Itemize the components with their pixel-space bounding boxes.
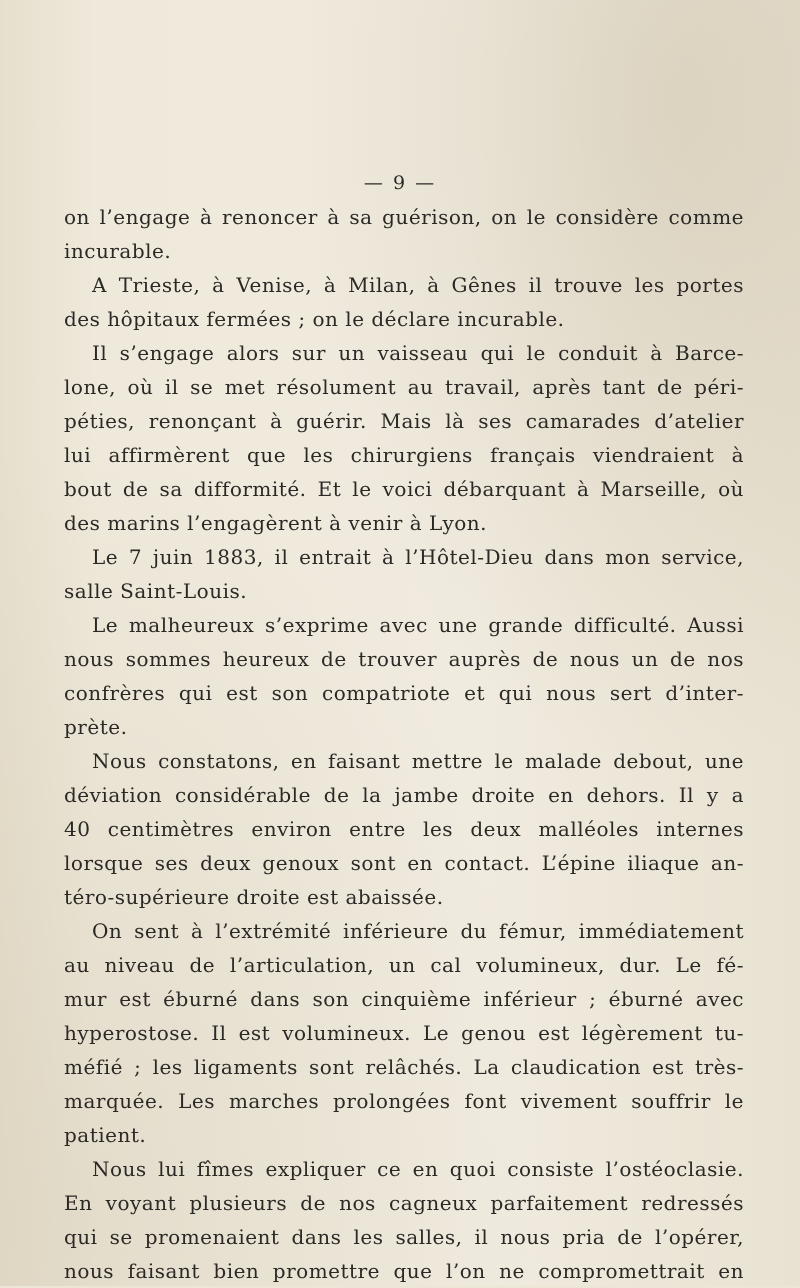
text-line: Le malheureux s’exprime avec une grande difficulté. Aussi <box>92 613 744 637</box>
text-line: méfié ; les ligaments sont relâchés. La claudication est très- <box>64 1055 744 1079</box>
text-line: qui se promenaient dans les salles, il nous pria de l’opérer, <box>64 1225 744 1249</box>
text-line: marquée. Les marches prolongées font vivement souffrir le <box>64 1089 744 1113</box>
text-line: des marins l’engagèrent à venir à Lyon. <box>64 511 488 535</box>
text-line: salle Saint-Louis. <box>64 579 248 603</box>
text-line: En voyant plusieurs de nos cagneux parfaitement redressés <box>64 1191 744 1215</box>
text-line: confrères qui est son compatriote et qui nous sert d’inter- <box>64 681 744 705</box>
text-line: bout de sa difformité. Et le voici débarquant à Marseille, où <box>64 477 744 501</box>
text-line: Nous constatons, en faisant mettre le malade debout, une <box>92 749 744 773</box>
text-line: patient. <box>64 1123 147 1147</box>
text-line: hyperostose. Il est volumineux. Le genou est légèrement tu- <box>64 1021 744 1045</box>
text-line: incurable. <box>64 239 172 263</box>
text-line: nous sommes heureux de trouver auprès de nous un de nos <box>64 647 744 671</box>
text-line: péties, renonçant à guérir. Mais là ses camarades d’atelier <box>64 409 744 433</box>
body-text <box>64 200 744 1288</box>
text-line: Nous lui fîmes expliquer ce en quoi consiste l’ostéoclasie. <box>92 1157 744 1181</box>
text-line: nous faisant bien promettre que l’on ne compromettrait en <box>64 1259 744 1283</box>
text-line: lui affirmèrent que les chirurgiens français viendraient à <box>64 443 744 467</box>
text-line: On sent à l’extrémité inférieure du fémur, immédiatement <box>92 919 744 943</box>
text-line: Le 7 juin 1883, il entrait à l’Hôtel-Dieu dans mon service, <box>92 545 744 569</box>
text-line: on l’engage à renoncer à sa guérison, on le considère comme <box>64 205 744 229</box>
text-line: 40 centimètres environ entre les deux malléoles internes <box>64 817 744 841</box>
text-line: téro-supérieure droite est abaissée. <box>64 885 444 909</box>
page-number: — 9 — <box>363 172 437 194</box>
text-line: lorsque ses deux genoux sont en contact. L’épine iliaque an- <box>64 851 744 875</box>
text-line: au niveau de l’articulation, un cal volumineux, dur. Le fé- <box>64 953 744 977</box>
text-line: lone, où il se met résolument au travail, après tant de péri- <box>64 375 744 399</box>
text-line: Il s’engage alors sur un vaisseau qui le conduit à Barce- <box>92 341 744 365</box>
text-line: mur est éburné dans son cinquième inférieur ; éburné avec <box>64 987 744 1011</box>
text-line: prète. <box>64 715 128 739</box>
text-line: des hôpitaux fermées ; on le déclare incurable. <box>64 307 565 331</box>
text-line: A Trieste, à Venise, à Milan, à Gênes il trouve les portes <box>92 273 744 297</box>
text-line: déviation considérable de la jambe droite en dehors. Il y a <box>64 783 744 807</box>
